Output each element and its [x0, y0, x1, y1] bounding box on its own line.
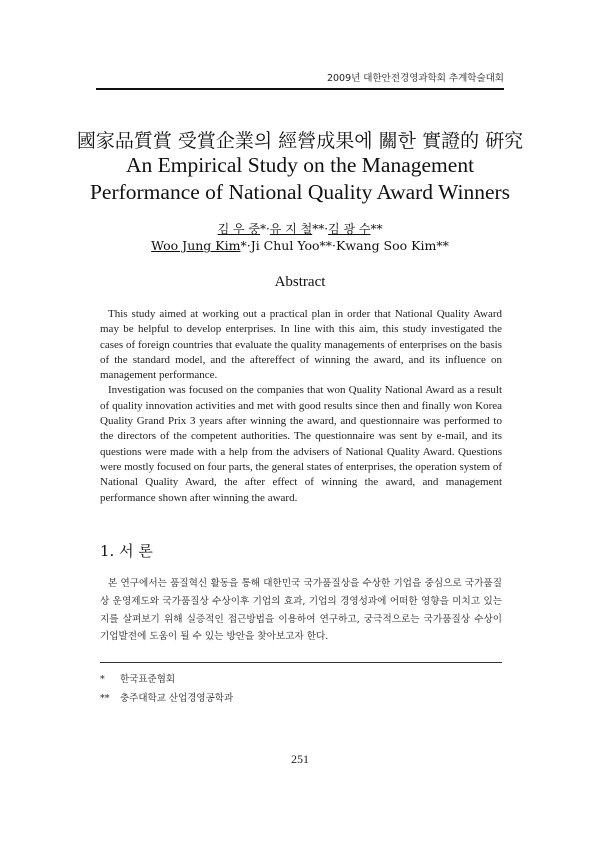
abstract-paragraph: This study aimed at working out a practical plan in order that National Quality Award may be helpful to develop enterprises. In line with this aim, this study investigated the cases of foreign countries that evaluate the quality managements of enterprises on the basis of the standard model, and the aftereffect of winning the award, and its influence on management performance.	[100, 308, 502, 382]
authors-english	[0, 238, 600, 253]
footnote-mark: *	[100, 674, 105, 685]
page-number: 251	[291, 752, 309, 766]
author-affiliation-mark: **	[312, 222, 325, 236]
footnote-text: 한국표준협회	[120, 674, 176, 685]
footnote-text: 충주대학교 산업경영공학과	[120, 693, 234, 704]
running-header: 2009년 대한안전경영과학회 추계학술대회	[326, 73, 504, 84]
title-english	[0, 152, 600, 206]
author-affiliation-mark: **	[319, 238, 333, 253]
author-english-name: Woo Jung Kim	[151, 238, 241, 253]
author-english-name: Kwang Soo Kim	[336, 238, 437, 253]
author-affiliation-mark: **	[436, 238, 449, 253]
author-separator: ·	[265, 222, 270, 236]
title-english-line-2: Performance of National Quality Award Winners	[89, 180, 511, 204]
footnote-item	[100, 670, 502, 689]
footnotes	[100, 670, 502, 708]
footnote-mark: **	[100, 693, 110, 704]
authors-korean	[0, 220, 600, 237]
section-heading-introduction: 1. 서 론	[100, 542, 153, 560]
footnote-rule	[100, 662, 502, 663]
author-separator: ·	[246, 238, 251, 253]
author-affiliation-mark: **	[370, 222, 383, 236]
title-english-line-1: An Empirical Study on the Management	[125, 153, 475, 177]
abstract-heading: Abstract	[274, 274, 326, 290]
introduction-body	[100, 575, 502, 646]
author-separator: ·	[332, 238, 337, 253]
author-english-name: Ji Chul Yoo	[250, 238, 320, 253]
author-separator: ·	[324, 222, 329, 236]
author-korean-name: 김 우 중	[217, 222, 260, 236]
header-rule	[96, 88, 504, 90]
abstract-paragraph: Investigation was focused on the companies that won Quality National Award as a result of quality innovation activities and met with good results since then and finally won Korea Quality Grand Prix 3 years after winning the award, and questionnaire was performed to the directors of the competent authorities. The questionnaire was sent by e-mail, and its questions were made with a help from the advisers of National Quality Award. Questions were mostly focused on four parts, the general states of enterprises, the operation system of National Quality Award, the after effect of winning the award, and management performance shown after winning the award.	[100, 384, 502, 504]
author-korean-name: 김 광 수	[328, 222, 371, 236]
introduction-paragraph: 본 연구에서는 품질혁신 활동을 통해 대한민국 국가품질상을 수상한 기업을 중심으로 국가품질상 운영제도와 국가품질상 수상이후 기업의 효과, 기업의 경영성과에 어떠한 영향을 미치고 있는지를 살펴보기 위해 실증적인 접근방법을 이용하여 연구하고, 궁극적으로는 국가품질상 수상이 기업발전에 도움이 될 수 있는 방안을 찾아보고자 한다.	[100, 578, 502, 643]
abstract-body	[100, 307, 502, 506]
title-korean: 國家品質賞 受賞企業의 經營成果에 關한 實證的 硏究	[76, 130, 524, 152]
author-affiliation-mark: *	[240, 238, 247, 253]
author-korean-name: 유 지 철	[269, 222, 313, 236]
footnote-item	[100, 689, 502, 708]
author-affiliation-mark: *	[259, 222, 266, 236]
